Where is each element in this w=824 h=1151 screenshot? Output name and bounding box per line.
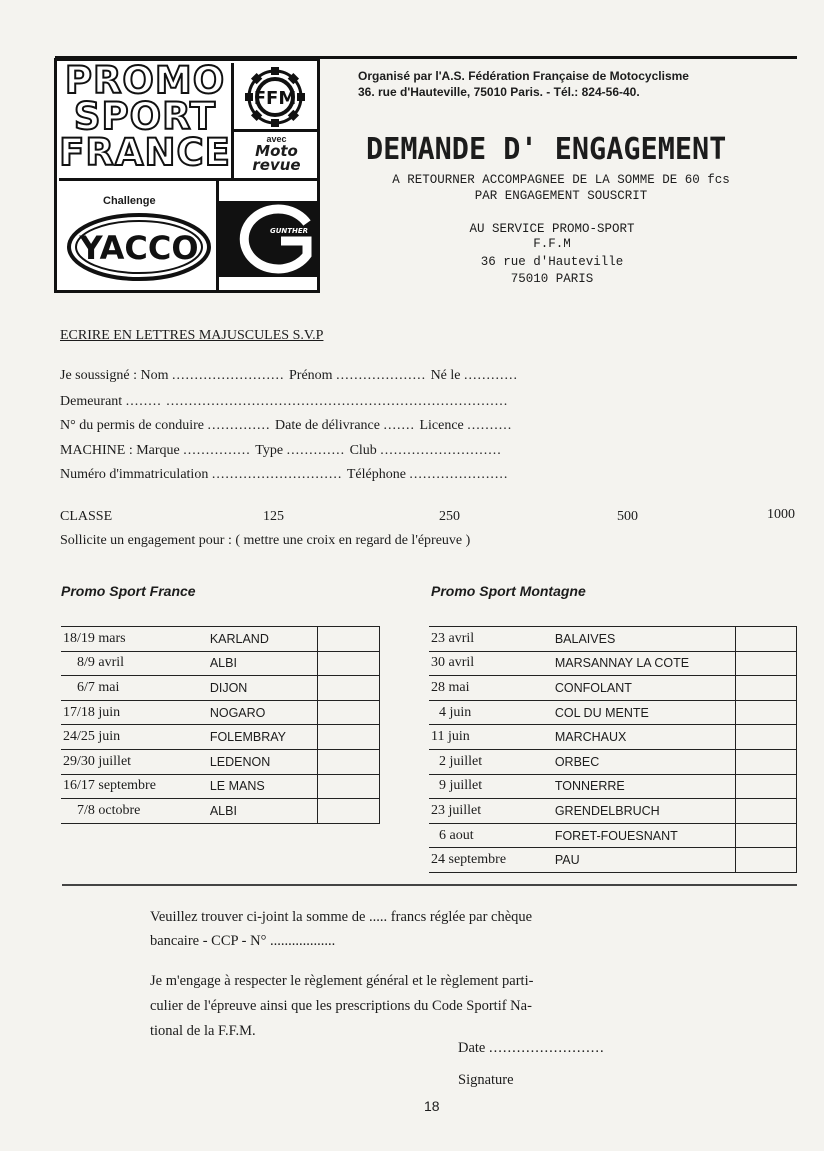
make-label: MACHINE : Marque [60, 443, 180, 458]
registration-field[interactable]: ............................. [211, 467, 347, 482]
event-place: ALBI [210, 651, 318, 676]
class-label: CLASSE [60, 509, 113, 524]
date-field[interactable]: ......................... [489, 1040, 605, 1056]
class-option[interactable]: 500 [617, 509, 638, 524]
service-address: 75010 PARIS [510, 272, 594, 286]
form-row-licence [60, 418, 512, 434]
yacco-wordmark: YACCO [79, 229, 199, 267]
gunther-wordmark: GUNTHER [269, 227, 309, 235]
event-date: 9 juillet [429, 774, 555, 799]
form-row-machine [60, 443, 502, 459]
firstname-label: Prénom [289, 368, 333, 383]
payment-line: bancaire - CCP - N° .................. [150, 933, 336, 949]
event-date: 18/19 mars [61, 627, 210, 652]
ffm-logo [235, 63, 315, 131]
name-field[interactable]: ......................... [172, 368, 289, 383]
permit-label: N° du permis de conduire [60, 418, 205, 433]
logo-line: FRANCE [59, 131, 231, 174]
event-place: MARCHAUX [555, 725, 736, 750]
event-row [61, 700, 380, 725]
event-row [429, 823, 797, 848]
gunther-logo [219, 201, 319, 277]
event-checkbox[interactable] [736, 823, 797, 848]
event-place: CONFOLANT [555, 676, 736, 701]
event-date: 2 juillet [429, 749, 555, 774]
challenge-label: Challenge [103, 195, 156, 207]
page-title: DEMANDE D' ENGAGEMENT [366, 132, 727, 167]
event-checkbox[interactable] [318, 627, 380, 652]
event-checkbox[interactable] [736, 676, 797, 701]
event-checkbox[interactable] [736, 651, 797, 676]
service-address: 36 rue d'Hauteville [480, 255, 624, 269]
event-checkbox[interactable] [736, 749, 797, 774]
class-option[interactable]: 250 [439, 509, 460, 524]
event-checkbox[interactable] [318, 676, 380, 701]
commitment-line: Je m'engage à respecter le règlement général et le règlement parti- [150, 973, 534, 989]
event-place: FORET-FOUESNANT [555, 823, 736, 848]
phone-field[interactable]: ...................... [409, 467, 509, 482]
event-date: 28 mai [429, 676, 555, 701]
event-date: 11 juin [429, 725, 555, 750]
event-date: 23 avril [429, 627, 555, 652]
event-place: ORBEC [555, 749, 736, 774]
event-date: 30 avril [429, 651, 555, 676]
avec-label: avec [266, 134, 287, 144]
event-place: KARLAND [210, 627, 318, 652]
event-checkbox[interactable] [736, 627, 797, 652]
return-instruction: PAR ENGAGEMENT SOUSCRIT [474, 189, 648, 203]
event-place: BALAIVES [555, 627, 736, 652]
event-row [429, 627, 797, 652]
class-option[interactable]: 125 [263, 509, 284, 524]
event-date: 17/18 juin [61, 700, 210, 725]
delivery-date-field[interactable]: ....... [383, 418, 420, 433]
event-row [429, 700, 797, 725]
uppercase-instruction: ECRIRE EN LETTRES MAJUSCULES S.V.P [60, 328, 324, 343]
date-label: Date [458, 1040, 486, 1056]
event-date: 6 aout [429, 823, 555, 848]
class-option[interactable]: 1000 [767, 507, 795, 522]
delivery-date-label: Date de délivrance [275, 418, 380, 433]
licence-field[interactable]: .......... [467, 418, 513, 433]
event-row [429, 799, 797, 824]
form-row-identity [60, 368, 518, 384]
type-label: Type [255, 443, 284, 458]
organiser-address: 36. rue d'Hauteville, 75010 Paris. - Tél.: 824-56-40. [358, 85, 640, 99]
make-field[interactable]: ............... [183, 443, 256, 458]
event-place: NOGARO [210, 700, 318, 725]
licence-label: Licence [419, 418, 464, 433]
club-field[interactable]: ........................... [380, 443, 502, 458]
event-place: ALBI [210, 799, 318, 824]
moto-revue-label: Moto revue [252, 142, 301, 174]
event-date: 8/9 avril [61, 651, 210, 676]
event-place: LE MANS [210, 774, 318, 799]
event-place: PAU [555, 848, 736, 873]
event-row [429, 676, 797, 701]
request-line: Sollicite un engagement pour : ( mettre une croix en regard de l'épreuve ) [60, 533, 471, 548]
event-date: 23 juillet [429, 799, 555, 824]
event-checkbox[interactable] [736, 848, 797, 873]
date-row [458, 1036, 605, 1061]
section-divider [62, 884, 797, 886]
event-date: 6/7 mai [61, 676, 210, 701]
sponsor-logos [54, 58, 320, 293]
return-instruction: A RETOURNER ACCOMPAGNEE DE LA SOMME DE 60 fcs [392, 173, 730, 187]
event-checkbox[interactable] [736, 774, 797, 799]
event-row [61, 799, 380, 824]
event-row [61, 749, 380, 774]
event-row [429, 651, 797, 676]
birthdate-label: Né le [430, 368, 461, 383]
svg-text:FFM: FFM [253, 88, 297, 109]
event-checkbox[interactable] [318, 749, 380, 774]
permit-field[interactable]: .............. [207, 418, 276, 433]
event-place: FOLEMBRAY [210, 725, 318, 750]
event-place: DIJON [210, 676, 318, 701]
yacco-logo [59, 181, 219, 291]
phone-label: Téléphone [346, 467, 406, 482]
signature-label[interactable]: Signature [458, 1072, 514, 1088]
psm-event-table [429, 626, 797, 873]
event-checkbox[interactable] [318, 799, 380, 824]
form-row-registration [60, 467, 508, 483]
event-date: 29/30 juillet [61, 749, 210, 774]
event-checkbox[interactable] [736, 725, 797, 750]
event-row [61, 676, 380, 701]
event-checkbox[interactable] [318, 651, 380, 676]
psf-event-table [61, 626, 380, 824]
event-row [429, 848, 797, 873]
birthdate-field[interactable]: ............ [464, 368, 518, 383]
event-checkbox[interactable] [736, 799, 797, 824]
event-checkbox[interactable] [736, 700, 797, 725]
organiser-line: Organisé par l'A.S. Fédération Française de Motocyclisme [358, 69, 689, 83]
event-row [61, 774, 380, 799]
service-address: AU SERVICE PROMO-SPORT [469, 222, 635, 236]
firstname-field[interactable]: .................... [336, 368, 431, 383]
event-date: 7/8 octobre [61, 799, 210, 824]
commitment-line: tional de la F.F.M. [150, 1023, 256, 1039]
address-label: Demeurant [60, 394, 123, 409]
name-label: Je soussigné : Nom [60, 368, 169, 383]
event-date: 16/17 septembre [61, 774, 210, 799]
psf-title: Promo Sport France [61, 583, 196, 599]
page-number: 18 [424, 1098, 440, 1114]
event-row [61, 627, 380, 652]
address-field[interactable]: ........ ............................................................................ [125, 394, 509, 409]
event-place: GRENDELBRUCH [555, 799, 736, 824]
commitment-line: culier de l'épreuve ainsi que les prescriptions du Code Sportif Na- [150, 998, 532, 1014]
logo-line: PROMO [64, 59, 226, 102]
promo-sport-france-logo [59, 59, 234, 181]
event-row [429, 774, 797, 799]
logo-line: SPORT [73, 95, 217, 138]
registration-label: Numéro d'immatriculation [60, 467, 209, 482]
payment-line: Veuillez trouver ci-joint la somme de ..... francs réglée par chèque [150, 909, 533, 925]
event-checkbox[interactable] [318, 774, 380, 799]
form-row-address [60, 394, 508, 410]
event-place: COL DU MENTE [555, 700, 736, 725]
psm-title: Promo Sport Montagne [431, 583, 586, 599]
event-row [61, 651, 380, 676]
service-address: F.F.M [533, 237, 571, 251]
event-place: TONNERRE [555, 774, 736, 799]
organiser-info [358, 68, 689, 100]
event-row [429, 725, 797, 750]
event-date: 4 juin [429, 700, 555, 725]
event-checkbox[interactable] [318, 725, 380, 750]
club-label: Club [349, 443, 377, 458]
event-place: MARSANNAY LA COTE [555, 651, 736, 676]
event-checkbox[interactable] [318, 700, 380, 725]
event-row [429, 749, 797, 774]
event-place: LEDENON [210, 749, 318, 774]
event-date: 24/25 juin [61, 725, 210, 750]
moto-revue-logo [231, 129, 319, 181]
type-field[interactable]: ............. [286, 443, 350, 458]
event-row [61, 725, 380, 750]
event-date: 24 septembre [429, 848, 555, 873]
